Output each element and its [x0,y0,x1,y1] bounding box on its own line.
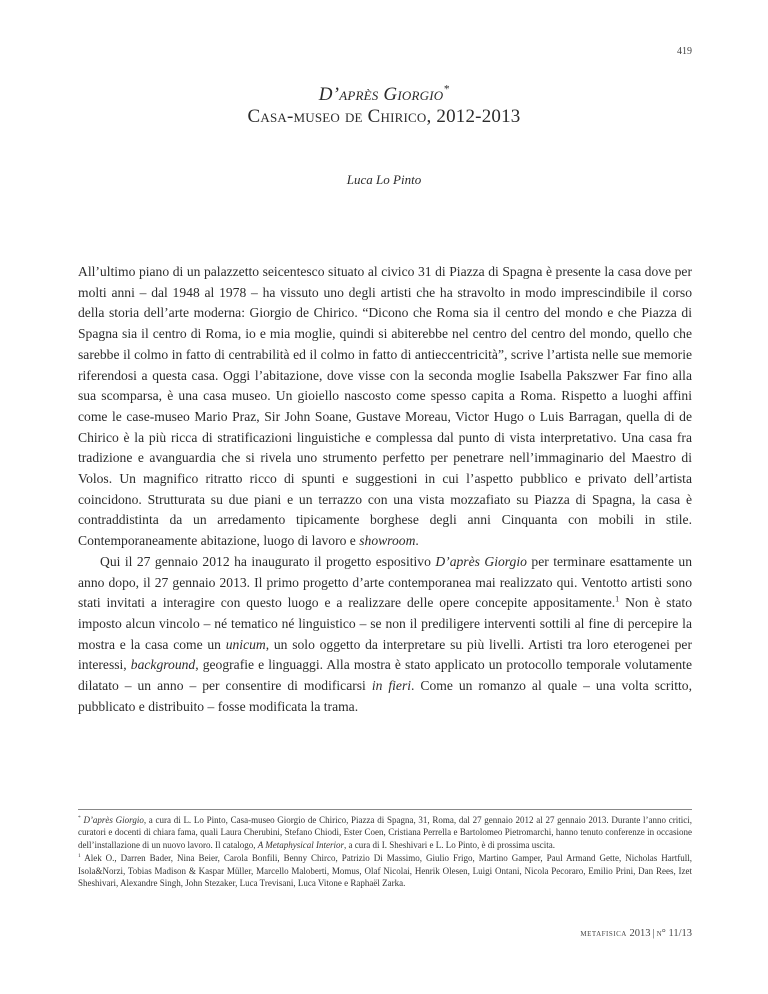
paragraph-2-text-b: per terminare esattamente un anno dopo, il 27 gennaio 2013. Il primo progetto d’arte contemporanea mai realizzato qui. Ventotto artisti sono stati invitati a interagire con questo luogo e a realizzare delle opere concepite appositamente. [78,553,692,611]
emphasis-unicum: unicum [225,636,266,652]
journal-year: 2013 [629,928,651,939]
footnote-star-title: D’après Giorgio [83,815,144,825]
emphasis-in-fieri: in fieri [371,678,412,694]
footnote-divider [78,809,692,810]
article-header [0,84,768,128]
footnote-ref-1: 1 [615,594,620,604]
journal-footer [580,928,692,939]
article-title [0,84,768,106]
footnote-1 [78,852,692,889]
footnote-star-text-a: , a cura di L. Lo Pinto, Casa-museo Giorgio de Chirico, Piazza di Spagna, 31, Roma, dal 27 gennaio 2012 al 27 gennaio 2013. Durante l’anno critici, curatori e docenti di chiara fama, quali Laura Cherubini, Stefano Chiodi, Ester Coen, Cristiana Perrella e Bartolomeo Pietromarchi, hanno tenuto conferenze in occasione dell’installazione di un nuovo lavoro. Il catalogo, [78,815,693,850]
emphasis-background: background [130,657,196,673]
paragraph-2-text-e: , geografie e linguaggi. Alla mostra è stato applicato un protocollo temporale volutamente dilatato – un anno – per consentire di modificarsi [78,657,692,694]
journal-issue: n° 11/13 [656,928,692,939]
footnotes [78,814,692,890]
paragraph-1 [78,262,692,552]
footnote-star [78,814,692,851]
paragraph-2-text-f: . Come un romanzo al quale – una volta scritto, pubblicato e distribuito – fosse modificata la trama. [78,678,692,714]
footer-separator: | [652,928,655,939]
journal-name: metafisica [580,928,627,939]
title-footnote-mark: * [443,83,450,96]
paragraph-2-text-d: , un solo oggetto da interpretare su più livelli. Artisti tra loro eterogenei per interessi, [78,636,692,673]
footnote-1-text: Alek O., Darren Bader, Nina Beier, Carola Bonfili, Benny Chirco, Patrizio Di Massimo, Giulio Frigo, Martino Gamper, Paul Armand Gette, Nicholas Hartfull, Isola&Norzi, Tobias Madison & Kaspar Müller, Marcello Maloberti, Momus, Olaf Nicolai, Henrik Olesen, Luigi Ontani, Nicola Pecoraro, Emilio Prini, Dan Rees, Izet Sheshivari, Alexandre Singh, John Stezaker, Luca Trevisani, Luca Vitone e Raphaël Zarka. [78,853,692,889]
footnote-1-mark: 1 [78,853,81,860]
article-body [78,262,692,717]
article-author: Luca Lo Pinto [346,172,422,187]
article-title-text: D’après Giorgio [318,84,444,105]
page-number: 419 [677,46,692,57]
paragraph-2 [78,552,692,718]
footnote-star-text-b: , a cura di I. Sheshivari e L. Lo Pinto, è di prossima uscita. [344,839,555,850]
paragraph-1-text: All’ultimo piano di un palazzetto seicentesco situato al civico 31 di Piazza di Spagna è presente la casa dove per molti anni – dal 1948 al 1978 – ha vissuto uno degli artisti che ha stravolto in modo imprescindibile il corso della storia dell’arte moderna: Giorgio de Chirico. “Dicono che Roma sia il centro del mondo e che Piazza di Spagna sia il centro di Roma, io e mia moglie, quindi si abiterebbe nel centro del centro del mondo, quello che sarebbe il colmo in fatto di centrabilità ed il colmo in fatto di antieccentricità”, scrive l’artista nelle sue memorie riferendosi a questa casa. Oggi l’abitazione, dove visse con la seconda moglie Isabella Pakszwer Far fino alla sua scomparsa, è una casa museo. Un gioiello nascosto come spesso capita a Roma. Rispetto a luoghi affini come le case-museo Mario Praz, Sir John Soane, Gustave Moreau, Victor Hugo o Luis Barragan, quella di de Chirico è la più ricca di stratificazioni linguistiche e complessa dal punto di vista interpretativo. Una casa fra tradizione e avanguardia che si rivela uno strumento perfetto per penetrare nell’immaginario del Maestro di Volos. Un magnifico ritratto ricco di spunti e suggestioni in cui l’aspetto pubblico e privato dell’artista coincidono. Strutturata su due piani e un terrazzo con una vista mozzafiato su Piazza di Spagna, la casa è contraddistinta da un arredamento tipicamente borghese degli anni Cinquanta con mobili in stile. Contemporaneamente abitazione, luogo di lavoro e [78,264,692,549]
footnote-star-mark: * [78,815,81,821]
paragraph-1-end: . [415,533,419,549]
paragraph-2-text-c: Non è stato imposto alcun vincolo – né tematico né linguistico – se non il prediligere interventi sottili al fine di percepire la mostra e la casa come un [78,595,692,652]
paragraph-2-text-a: Qui il 27 gennaio 2012 ha inaugurato il progetto espositivo [100,553,436,569]
emphasis-dapres-giorgio: D’après Giorgio [435,553,527,569]
emphasis-showroom: showroom [359,533,416,549]
article-subtitle: Casa-museo de Chirico, 2012-2013 [247,106,521,127]
footnote-star-catalog: A Metaphysical Interior [257,839,345,850]
